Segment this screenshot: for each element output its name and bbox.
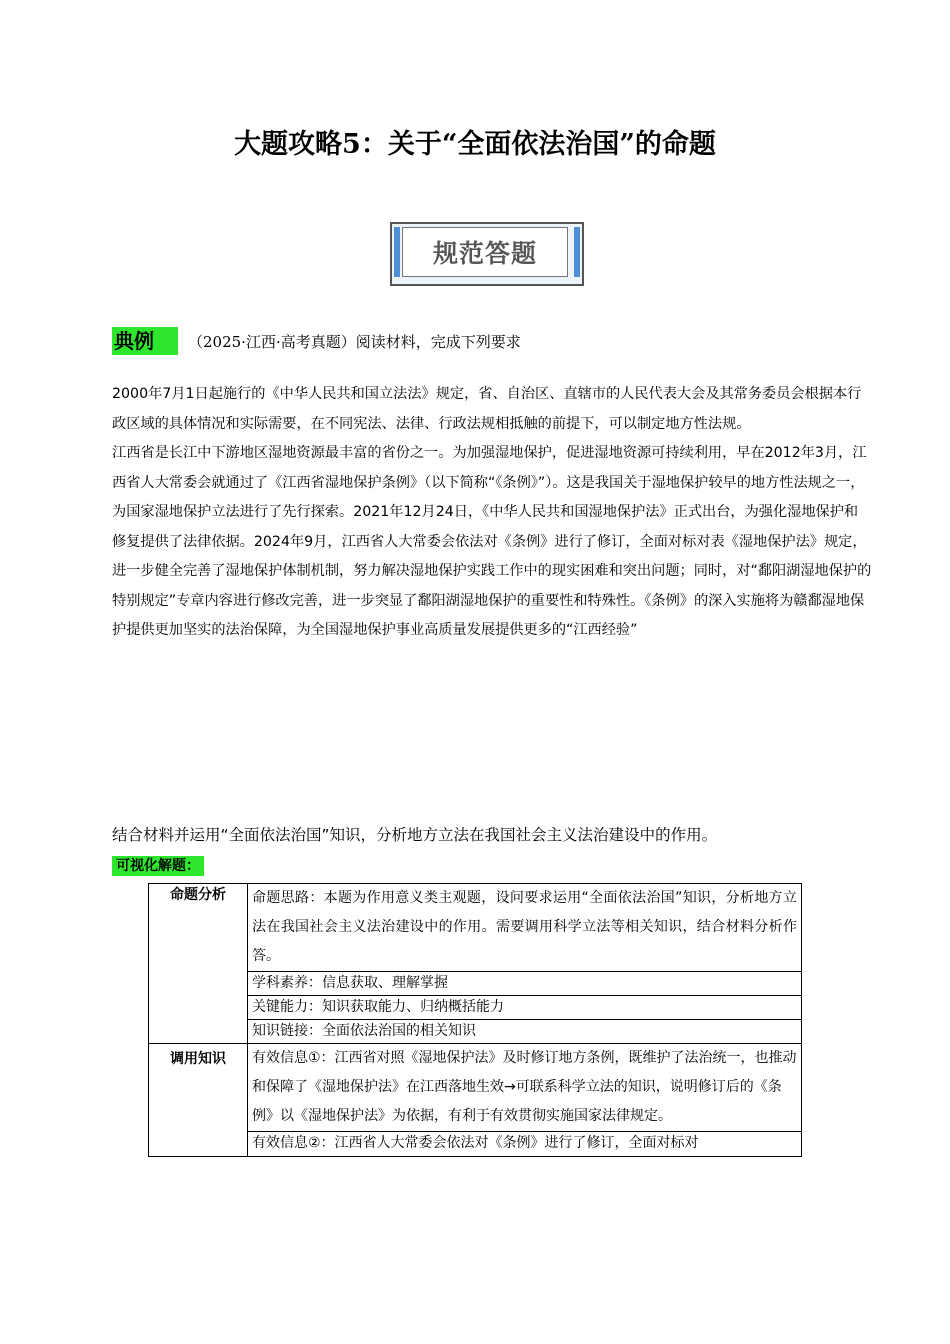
banner-right-bar [574,227,580,277]
question-text: 结合材料并运用“全面依法治国”知识，分析地方立法在我国社会主义法治建设中的作用。 [112,826,718,844]
page-title: 大题攻略5：关于“全面依法治国”的命题 [234,129,716,160]
literacy-cell: 学科素养：信息获取、理解掌握 [248,972,802,996]
banner-label: 规范答题 [402,227,568,277]
section-head-knowledge: 调用知识 [149,1044,248,1157]
passage-paragraph: 2000年7月1日起施行的《中华人民共和国立法法》规定，省、自治区、直辖市的人民代表大会及其常务委员会根据本行政区域的具体情况和实际需要，在不同宪法、法律、行政法规相抵触的前提下，可以制定地方性法规。 [112,386,862,432]
example-source: （2025·江西·高考真题）阅读材料，完成下列要求 [188,332,521,351]
table-row [149,884,802,972]
analysis-table [148,883,802,1157]
info2-cell: 有效信息②：江西省人大常委会依法对《条例》进行了修订，全面对标对 [248,1132,802,1157]
example-header [112,326,521,356]
info1-cell: 有效信息①：江西省对照《湿地保护法》及时修订地方条例，既维护了法治统一，也推动和保障了《湿地保护法》在江西落地生效→可联系科学立法的知识，说明修订后的《条例》以《湿地保护法》为依据，有利于有效贯彻实施国家法律规定。 [248,1044,802,1132]
banner-left-bar [394,227,400,277]
knowledge-link-cell: 知识链接：全面依法治国的相关知识 [248,1020,802,1044]
section-head-analysis: 命题分析 [149,884,248,1044]
passage-paragraph: 江西省是长江中下游地区湿地资源最丰富的省份之一。为加强湿地保护，促进湿地资源可持续利用，早在2012年3月，江西省人大常委会就通过了《江西省湿地保护条例》（以下简称“《条例》”）。这是我国关于湿地保护较早的地方性法规之一，为国家湿地保护立法进行了先行探索。2021年12月24日，《中华人民共和国湿地保护法》正式出台，为强化湿地保护和修复提供了法律依据。2024年9月，江西省人大常委会依法对《条例》进行了修订，全面对标对表《湿地保护法》规定，进一步健全完善了湿地保护体制机制，努力解决湿地保护实践工作中的现实困难和突出问题；同时，对“鄱阳湖湿地保护的特别规定”专章内容进行修改完善，进一步突显了鄱阳湖湿地保护的重要性和特殊性。《条例》的深入实施将为赣鄱湿地保护提供更加坚实的法治保障，为全国湿地保护事业高质量发展提供更多的“江西经验” [112,445,872,638]
visual-solution-label: 可视化解题： [112,856,204,876]
example-tag: 典例 [112,327,178,355]
section-banner [390,222,584,286]
material-passage [112,380,872,646]
table-row [149,1044,802,1132]
ability-cell: 关键能力：知识获取能力、归纳概括能力 [248,996,802,1020]
approach-cell: 命题思路：本题为作用意义类主观题，设问要求运用“全面依法治国”知识，分析地方立法在我国社会主义法治建设中的作用。需要调用科学立法等相关知识，结合材料分析作答。 [248,884,802,972]
